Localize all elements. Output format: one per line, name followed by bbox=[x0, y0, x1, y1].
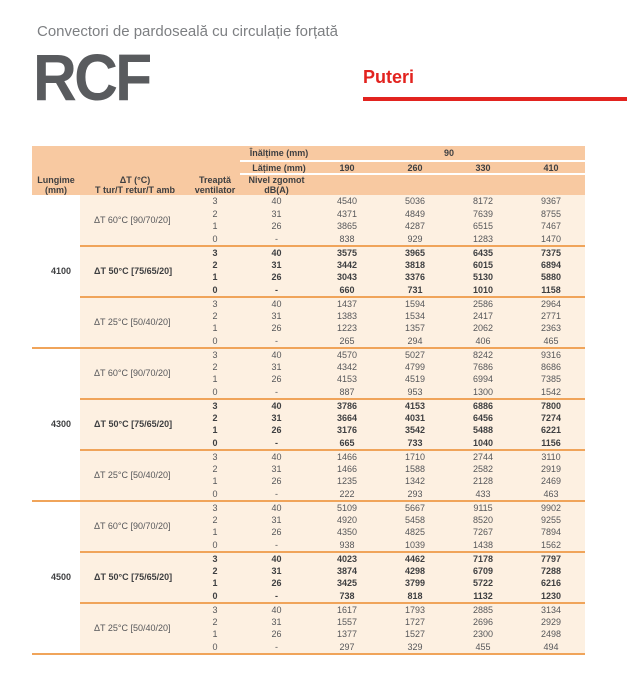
value-cell: 4799 bbox=[381, 361, 449, 374]
value-cell: 3043 bbox=[313, 271, 381, 284]
width-value-260: 260 bbox=[381, 161, 449, 174]
value-cell: 731 bbox=[381, 284, 449, 297]
value-cell: 1283 bbox=[449, 233, 517, 246]
zgomot-cell: - bbox=[240, 335, 313, 348]
header-row-width bbox=[32, 161, 585, 174]
zgomot-cell: 26 bbox=[240, 322, 313, 335]
value-cell: 455 bbox=[449, 641, 517, 654]
value-cell: 7894 bbox=[517, 526, 585, 539]
value-cell: 1527 bbox=[381, 628, 449, 641]
col-header-delta-t: ΔT (°C) T tur/T retur/T amb bbox=[80, 174, 190, 195]
treapta-cell: 3 bbox=[190, 603, 240, 616]
value-cell: 7800 bbox=[517, 399, 585, 412]
value-cell: 665 bbox=[313, 437, 381, 450]
product-logo: RCF bbox=[33, 40, 150, 114]
treapta-cell: 3 bbox=[190, 552, 240, 565]
value-cell: 7274 bbox=[517, 412, 585, 425]
value-cell: 293 bbox=[381, 488, 449, 501]
zgomot-cell: - bbox=[240, 539, 313, 552]
value-cell: 1542 bbox=[517, 386, 585, 399]
treapta-cell: 1 bbox=[190, 322, 240, 335]
value-cell: 1377 bbox=[313, 628, 381, 641]
treapta-cell: 2 bbox=[190, 463, 240, 476]
value-cell: 5722 bbox=[449, 577, 517, 590]
value-cell: 4031 bbox=[381, 412, 449, 425]
value-cell: 5036 bbox=[381, 195, 449, 208]
value-cell: 9115 bbox=[449, 501, 517, 514]
zgomot-cell: 26 bbox=[240, 475, 313, 488]
treapta-cell: 3 bbox=[190, 297, 240, 310]
powers-table-wrap bbox=[32, 146, 585, 655]
length-block bbox=[32, 348, 585, 501]
treapta-cell: 1 bbox=[190, 373, 240, 386]
value-cell: 1235 bbox=[313, 475, 381, 488]
value-cell: 3874 bbox=[313, 565, 381, 578]
value-cell: 4540 bbox=[313, 195, 381, 208]
treapta-cell: 3 bbox=[190, 348, 240, 361]
value-cell: 2964 bbox=[517, 297, 585, 310]
value-cell: 2929 bbox=[517, 616, 585, 629]
zgomot-cell: 26 bbox=[240, 577, 313, 590]
zgomot-cell: - bbox=[240, 233, 313, 246]
value-cell: 6015 bbox=[449, 259, 517, 272]
value-cell: 4519 bbox=[381, 373, 449, 386]
value-cell: 4371 bbox=[313, 208, 381, 221]
table-header bbox=[32, 146, 585, 195]
value-cell: 7639 bbox=[449, 208, 517, 221]
value-cell: 6216 bbox=[517, 577, 585, 590]
treapta-cell: 1 bbox=[190, 577, 240, 590]
value-cell: 1710 bbox=[381, 450, 449, 463]
value-cell: 4342 bbox=[313, 361, 381, 374]
section-title: Puteri bbox=[363, 67, 415, 87]
value-cell: 329 bbox=[381, 641, 449, 654]
value-cell: 3425 bbox=[313, 577, 381, 590]
value-cell: 938 bbox=[313, 539, 381, 552]
value-cell: 8172 bbox=[449, 195, 517, 208]
zgomot-cell: 40 bbox=[240, 501, 313, 514]
table-row bbox=[32, 552, 585, 565]
value-cell: 6886 bbox=[449, 399, 517, 412]
header-spacer bbox=[32, 161, 240, 174]
value-cell: 3799 bbox=[381, 577, 449, 590]
value-cell: 7467 bbox=[517, 220, 585, 233]
width-value-330: 330 bbox=[449, 161, 517, 174]
value-cell: 3786 bbox=[313, 399, 381, 412]
value-cell: 6435 bbox=[449, 246, 517, 259]
zgomot-cell: 40 bbox=[240, 450, 313, 463]
zgomot-cell: 31 bbox=[240, 412, 313, 425]
value-cell: 4462 bbox=[381, 552, 449, 565]
value-cell: 3664 bbox=[313, 412, 381, 425]
page-subtitle: Convectori de pardoseală cu circulație forțată bbox=[37, 23, 338, 40]
value-cell: 463 bbox=[517, 488, 585, 501]
treapta-cell: 2 bbox=[190, 361, 240, 374]
value-cell: 1438 bbox=[449, 539, 517, 552]
table-row bbox=[32, 501, 585, 514]
treapta-cell: 2 bbox=[190, 208, 240, 221]
table-row bbox=[32, 195, 585, 208]
delta-t-cell: ΔT 50°C [75/65/20] bbox=[80, 399, 190, 450]
value-cell: 2300 bbox=[449, 628, 517, 641]
treapta-cell: 1 bbox=[190, 475, 240, 488]
zgomot-cell: 31 bbox=[240, 463, 313, 476]
zgomot-cell: 40 bbox=[240, 552, 313, 565]
col-header-zgomot: Nivel zgomot dB(A) bbox=[240, 174, 313, 195]
value-cell: 1158 bbox=[517, 284, 585, 297]
zgomot-cell: 31 bbox=[240, 565, 313, 578]
value-cell: 4153 bbox=[381, 399, 449, 412]
col-header-treapta: Treaptă ventilator bbox=[190, 174, 240, 195]
value-cell: 5458 bbox=[381, 514, 449, 527]
value-cell: 1342 bbox=[381, 475, 449, 488]
zgomot-cell: 40 bbox=[240, 246, 313, 259]
treapta-cell: 0 bbox=[190, 437, 240, 450]
value-cell: 4350 bbox=[313, 526, 381, 539]
value-cell: 9255 bbox=[517, 514, 585, 527]
treapta-cell: 2 bbox=[190, 565, 240, 578]
treapta-cell: 0 bbox=[190, 284, 240, 297]
value-cell: 660 bbox=[313, 284, 381, 297]
table-row bbox=[32, 399, 585, 412]
delta-t-cell: ΔT 50°C [75/65/20] bbox=[80, 552, 190, 603]
treapta-cell: 3 bbox=[190, 450, 240, 463]
value-cell: 1156 bbox=[517, 437, 585, 450]
value-cell: 3865 bbox=[313, 220, 381, 233]
value-cell: 5880 bbox=[517, 271, 585, 284]
value-cell: 2417 bbox=[449, 310, 517, 323]
treapta-cell: 2 bbox=[190, 259, 240, 272]
value-cell: 1230 bbox=[517, 590, 585, 603]
lungime-cell: 4100 bbox=[32, 195, 80, 348]
delta-t-cell: ΔT 60°C [90/70/20] bbox=[80, 501, 190, 552]
treapta-cell: 1 bbox=[190, 526, 240, 539]
value-cell: 733 bbox=[381, 437, 449, 450]
value-cell: 2919 bbox=[517, 463, 585, 476]
treapta-cell: 0 bbox=[190, 335, 240, 348]
value-cell: 5027 bbox=[381, 348, 449, 361]
value-cell: 433 bbox=[449, 488, 517, 501]
value-cell: 1357 bbox=[381, 322, 449, 335]
value-cell: 5130 bbox=[449, 271, 517, 284]
delta-t-cell: ΔT 25°C [50/40/20] bbox=[80, 297, 190, 348]
value-cell: 3110 bbox=[517, 450, 585, 463]
zgomot-cell: 40 bbox=[240, 348, 313, 361]
delta-t-cell: ΔT 50°C [75/65/20] bbox=[80, 246, 190, 297]
treapta-cell: 3 bbox=[190, 399, 240, 412]
delta-t-cell: ΔT 60°C [90/70/20] bbox=[80, 348, 190, 399]
treapta-cell: 3 bbox=[190, 501, 240, 514]
delta-t-cell: ΔT 25°C [50/40/20] bbox=[80, 450, 190, 501]
header-spacer bbox=[313, 174, 585, 195]
value-cell: 5488 bbox=[449, 424, 517, 437]
value-cell: 7375 bbox=[517, 246, 585, 259]
value-cell: 2744 bbox=[449, 450, 517, 463]
table-row bbox=[32, 603, 585, 616]
value-cell: 3134 bbox=[517, 603, 585, 616]
value-cell: 297 bbox=[313, 641, 381, 654]
value-cell: 3965 bbox=[381, 246, 449, 259]
delta-t-cell: ΔT 60°C [90/70/20] bbox=[80, 195, 190, 246]
value-cell: 265 bbox=[313, 335, 381, 348]
zgomot-cell: - bbox=[240, 437, 313, 450]
value-cell: 2586 bbox=[449, 297, 517, 310]
value-cell: 222 bbox=[313, 488, 381, 501]
value-cell: 2582 bbox=[449, 463, 517, 476]
header-spacer bbox=[32, 146, 240, 161]
length-block bbox=[32, 501, 585, 654]
value-cell: 8242 bbox=[449, 348, 517, 361]
value-cell: 4825 bbox=[381, 526, 449, 539]
value-cell: 294 bbox=[381, 335, 449, 348]
zgomot-cell: - bbox=[240, 488, 313, 501]
height-label: Înălțime (mm) bbox=[240, 146, 313, 161]
treapta-cell: 1 bbox=[190, 424, 240, 437]
treapta-cell: 2 bbox=[190, 616, 240, 629]
value-cell: 7267 bbox=[449, 526, 517, 539]
lungime-cell: 4300 bbox=[32, 348, 80, 501]
value-cell: 887 bbox=[313, 386, 381, 399]
value-cell: 6456 bbox=[449, 412, 517, 425]
value-cell: 2128 bbox=[449, 475, 517, 488]
value-cell: 6515 bbox=[449, 220, 517, 233]
value-cell: 2498 bbox=[517, 628, 585, 641]
value-cell: 4849 bbox=[381, 208, 449, 221]
zgomot-cell: 40 bbox=[240, 195, 313, 208]
value-cell: 1727 bbox=[381, 616, 449, 629]
zgomot-cell: 31 bbox=[240, 616, 313, 629]
value-cell: 4023 bbox=[313, 552, 381, 565]
value-cell: 4920 bbox=[313, 514, 381, 527]
delta-t-cell: ΔT 25°C [50/40/20] bbox=[80, 603, 190, 654]
treapta-cell: 3 bbox=[190, 195, 240, 208]
treapta-cell: 0 bbox=[190, 233, 240, 246]
zgomot-cell: 31 bbox=[240, 361, 313, 374]
value-cell: 8520 bbox=[449, 514, 517, 527]
treapta-cell: 3 bbox=[190, 246, 240, 259]
value-cell: 1588 bbox=[381, 463, 449, 476]
zgomot-cell: - bbox=[240, 641, 313, 654]
value-cell: 1594 bbox=[381, 297, 449, 310]
header-row-height bbox=[32, 146, 585, 161]
value-cell: 1562 bbox=[517, 539, 585, 552]
zgomot-cell: - bbox=[240, 590, 313, 603]
value-cell: 738 bbox=[313, 590, 381, 603]
value-cell: 838 bbox=[313, 233, 381, 246]
zgomot-cell: 26 bbox=[240, 271, 313, 284]
value-cell: 1534 bbox=[381, 310, 449, 323]
zgomot-cell: 31 bbox=[240, 208, 313, 221]
value-cell: 1617 bbox=[313, 603, 381, 616]
value-cell: 5109 bbox=[313, 501, 381, 514]
powers-table bbox=[32, 146, 585, 655]
zgomot-cell: 40 bbox=[240, 297, 313, 310]
table-row bbox=[32, 348, 585, 361]
value-cell: 818 bbox=[381, 590, 449, 603]
treapta-cell: 2 bbox=[190, 514, 240, 527]
value-cell: 4153 bbox=[313, 373, 381, 386]
height-value: 90 bbox=[313, 146, 585, 161]
value-cell: 6894 bbox=[517, 259, 585, 272]
value-cell: 2696 bbox=[449, 616, 517, 629]
value-cell: 1132 bbox=[449, 590, 517, 603]
value-cell: 406 bbox=[449, 335, 517, 348]
value-cell: 2363 bbox=[517, 322, 585, 335]
value-cell: 1470 bbox=[517, 233, 585, 246]
value-cell: 1557 bbox=[313, 616, 381, 629]
value-cell: 1437 bbox=[313, 297, 381, 310]
value-cell: 1040 bbox=[449, 437, 517, 450]
value-cell: 4298 bbox=[381, 565, 449, 578]
value-cell: 7385 bbox=[517, 373, 585, 386]
value-cell: 5667 bbox=[381, 501, 449, 514]
value-cell: 1010 bbox=[449, 284, 517, 297]
value-cell: 1223 bbox=[313, 322, 381, 335]
value-cell: 1466 bbox=[313, 463, 381, 476]
value-cell: 1300 bbox=[449, 386, 517, 399]
value-cell: 2771 bbox=[517, 310, 585, 323]
zgomot-cell: 26 bbox=[240, 628, 313, 641]
value-cell: 6709 bbox=[449, 565, 517, 578]
value-cell: 7288 bbox=[517, 565, 585, 578]
treapta-cell: 2 bbox=[190, 310, 240, 323]
value-cell: 3542 bbox=[381, 424, 449, 437]
value-cell: 6994 bbox=[449, 373, 517, 386]
value-cell: 3575 bbox=[313, 246, 381, 259]
table-row bbox=[32, 297, 585, 310]
value-cell: 2469 bbox=[517, 475, 585, 488]
treapta-cell: 0 bbox=[190, 386, 240, 399]
zgomot-cell: 31 bbox=[240, 514, 313, 527]
value-cell: 1039 bbox=[381, 539, 449, 552]
lungime-cell: 4500 bbox=[32, 501, 80, 654]
treapta-cell: 1 bbox=[190, 628, 240, 641]
value-cell: 1383 bbox=[313, 310, 381, 323]
value-cell: 494 bbox=[517, 641, 585, 654]
treapta-cell: 0 bbox=[190, 539, 240, 552]
zgomot-cell: - bbox=[240, 386, 313, 399]
header-row-columns bbox=[32, 174, 585, 195]
value-cell: 4287 bbox=[381, 220, 449, 233]
treapta-cell: 0 bbox=[190, 641, 240, 654]
zgomot-cell: 40 bbox=[240, 603, 313, 616]
zgomot-cell: 26 bbox=[240, 526, 313, 539]
value-cell: 9902 bbox=[517, 501, 585, 514]
value-cell: 929 bbox=[381, 233, 449, 246]
value-cell: 3376 bbox=[381, 271, 449, 284]
value-cell: 9316 bbox=[517, 348, 585, 361]
table-row bbox=[32, 450, 585, 463]
value-cell: 2885 bbox=[449, 603, 517, 616]
value-cell: 7686 bbox=[449, 361, 517, 374]
value-cell: 7797 bbox=[517, 552, 585, 565]
treapta-cell: 2 bbox=[190, 412, 240, 425]
value-cell: 465 bbox=[517, 335, 585, 348]
value-cell: 3818 bbox=[381, 259, 449, 272]
value-cell: 3176 bbox=[313, 424, 381, 437]
value-cell: 3442 bbox=[313, 259, 381, 272]
value-cell: 6221 bbox=[517, 424, 585, 437]
length-block bbox=[32, 195, 585, 348]
treapta-cell: 0 bbox=[190, 590, 240, 603]
zgomot-cell: 26 bbox=[240, 373, 313, 386]
zgomot-cell: - bbox=[240, 284, 313, 297]
treapta-cell: 0 bbox=[190, 488, 240, 501]
width-value-410: 410 bbox=[517, 161, 585, 174]
value-cell: 8755 bbox=[517, 208, 585, 221]
table-row bbox=[32, 246, 585, 259]
col-header-lungime: Lungime (mm) bbox=[32, 174, 80, 195]
value-cell: 4570 bbox=[313, 348, 381, 361]
zgomot-cell: 26 bbox=[240, 424, 313, 437]
value-cell: 2062 bbox=[449, 322, 517, 335]
value-cell: 1466 bbox=[313, 450, 381, 463]
value-cell: 8686 bbox=[517, 361, 585, 374]
value-cell: 1793 bbox=[381, 603, 449, 616]
value-cell: 7178 bbox=[449, 552, 517, 565]
value-cell: 953 bbox=[381, 386, 449, 399]
width-value-190: 190 bbox=[313, 161, 381, 174]
zgomot-cell: 26 bbox=[240, 220, 313, 233]
treapta-cell: 1 bbox=[190, 220, 240, 233]
width-label: Lățime (mm) bbox=[240, 161, 313, 174]
treapta-cell: 1 bbox=[190, 271, 240, 284]
zgomot-cell: 31 bbox=[240, 259, 313, 272]
section-rule bbox=[363, 97, 627, 101]
zgomot-cell: 31 bbox=[240, 310, 313, 323]
value-cell: 9367 bbox=[517, 195, 585, 208]
zgomot-cell: 40 bbox=[240, 399, 313, 412]
